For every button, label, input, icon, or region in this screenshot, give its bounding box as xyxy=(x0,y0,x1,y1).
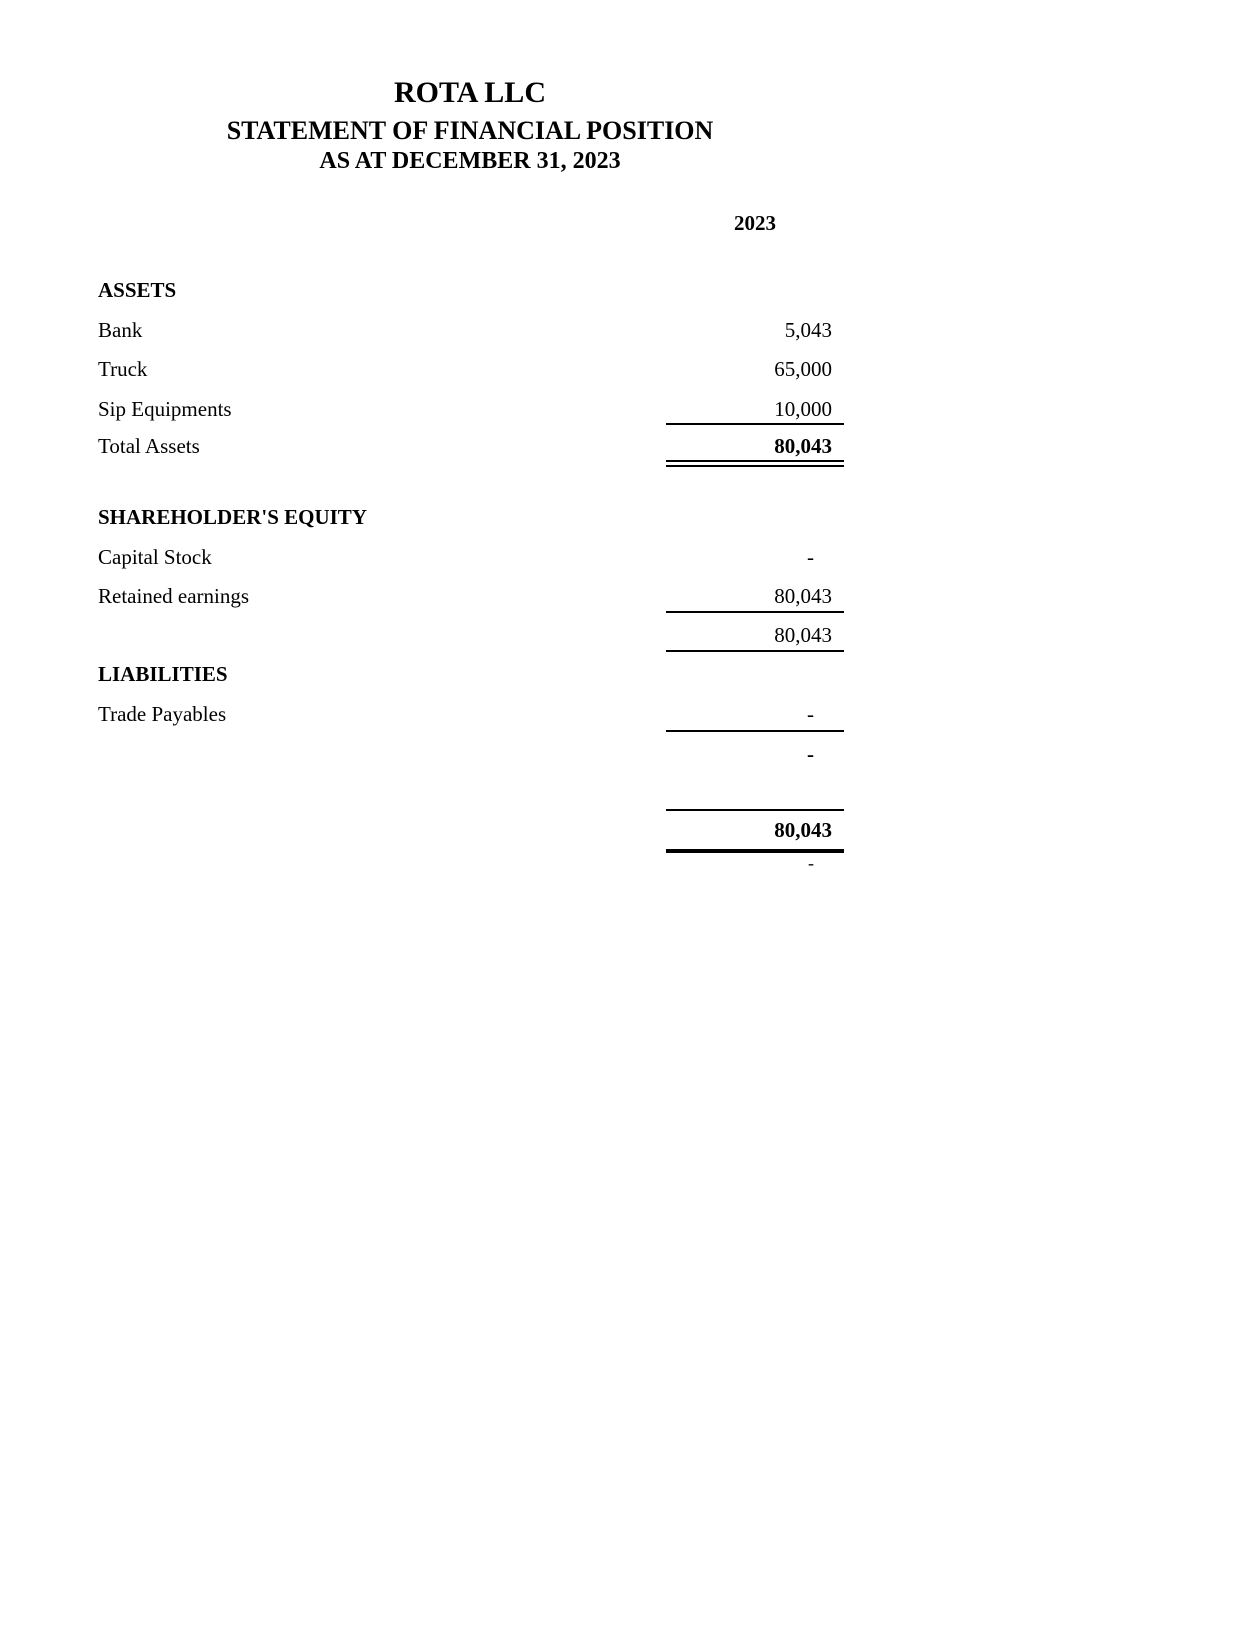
assets-subtotal-rule xyxy=(666,423,844,425)
equity-label-retained-earnings: Retained earnings xyxy=(98,584,250,608)
liability-amount-trade-payables: - xyxy=(807,702,814,726)
equity-heading: SHAREHOLDER'S EQUITY xyxy=(98,505,367,529)
equity-label-capital-stock: Capital Stock xyxy=(98,545,212,569)
statement-title: STATEMENT OF FINANCIAL POSITION xyxy=(226,116,714,145)
total-assets-label: Total Assets xyxy=(98,434,200,458)
asset-amount-bank: 5,043 xyxy=(784,318,832,342)
grand-total-top-rule xyxy=(666,809,844,811)
equity-subtotal-amount: 80,043 xyxy=(774,623,832,647)
equity-amount-retained-earnings: 80,043 xyxy=(774,584,832,608)
asset-amount-truck: 65,000 xyxy=(774,357,832,381)
equity-total-rule xyxy=(666,650,844,652)
equity-subtotal-rule xyxy=(666,611,844,613)
liabilities-subtotal-amount: - xyxy=(807,742,814,766)
equity-amount-capital-stock: - xyxy=(807,545,814,569)
statement-date: AS AT DECEMBER 31, 2023 xyxy=(319,148,621,174)
liability-label-trade-payables: Trade Payables xyxy=(98,702,227,726)
asset-label-bank: Bank xyxy=(98,318,143,342)
total-assets-amount: 80,043 xyxy=(774,434,832,458)
year-column-header: 2023 xyxy=(734,211,776,235)
liabilities-heading: LIABILITIES xyxy=(98,662,228,686)
balance-check-difference: - xyxy=(808,853,814,873)
asset-label-sip-equipments: Sip Equipments xyxy=(98,397,232,421)
equity-and-liabilities-total: 80,043 xyxy=(774,818,832,842)
company-name: ROTA LLC xyxy=(394,76,546,109)
assets-heading: ASSETS xyxy=(98,278,177,302)
asset-amount-sip-equipments: 10,000 xyxy=(774,397,832,421)
total-assets-double-rule xyxy=(666,460,844,467)
asset-label-truck: Truck xyxy=(98,357,148,381)
liabilities-subtotal-rule xyxy=(666,730,844,732)
